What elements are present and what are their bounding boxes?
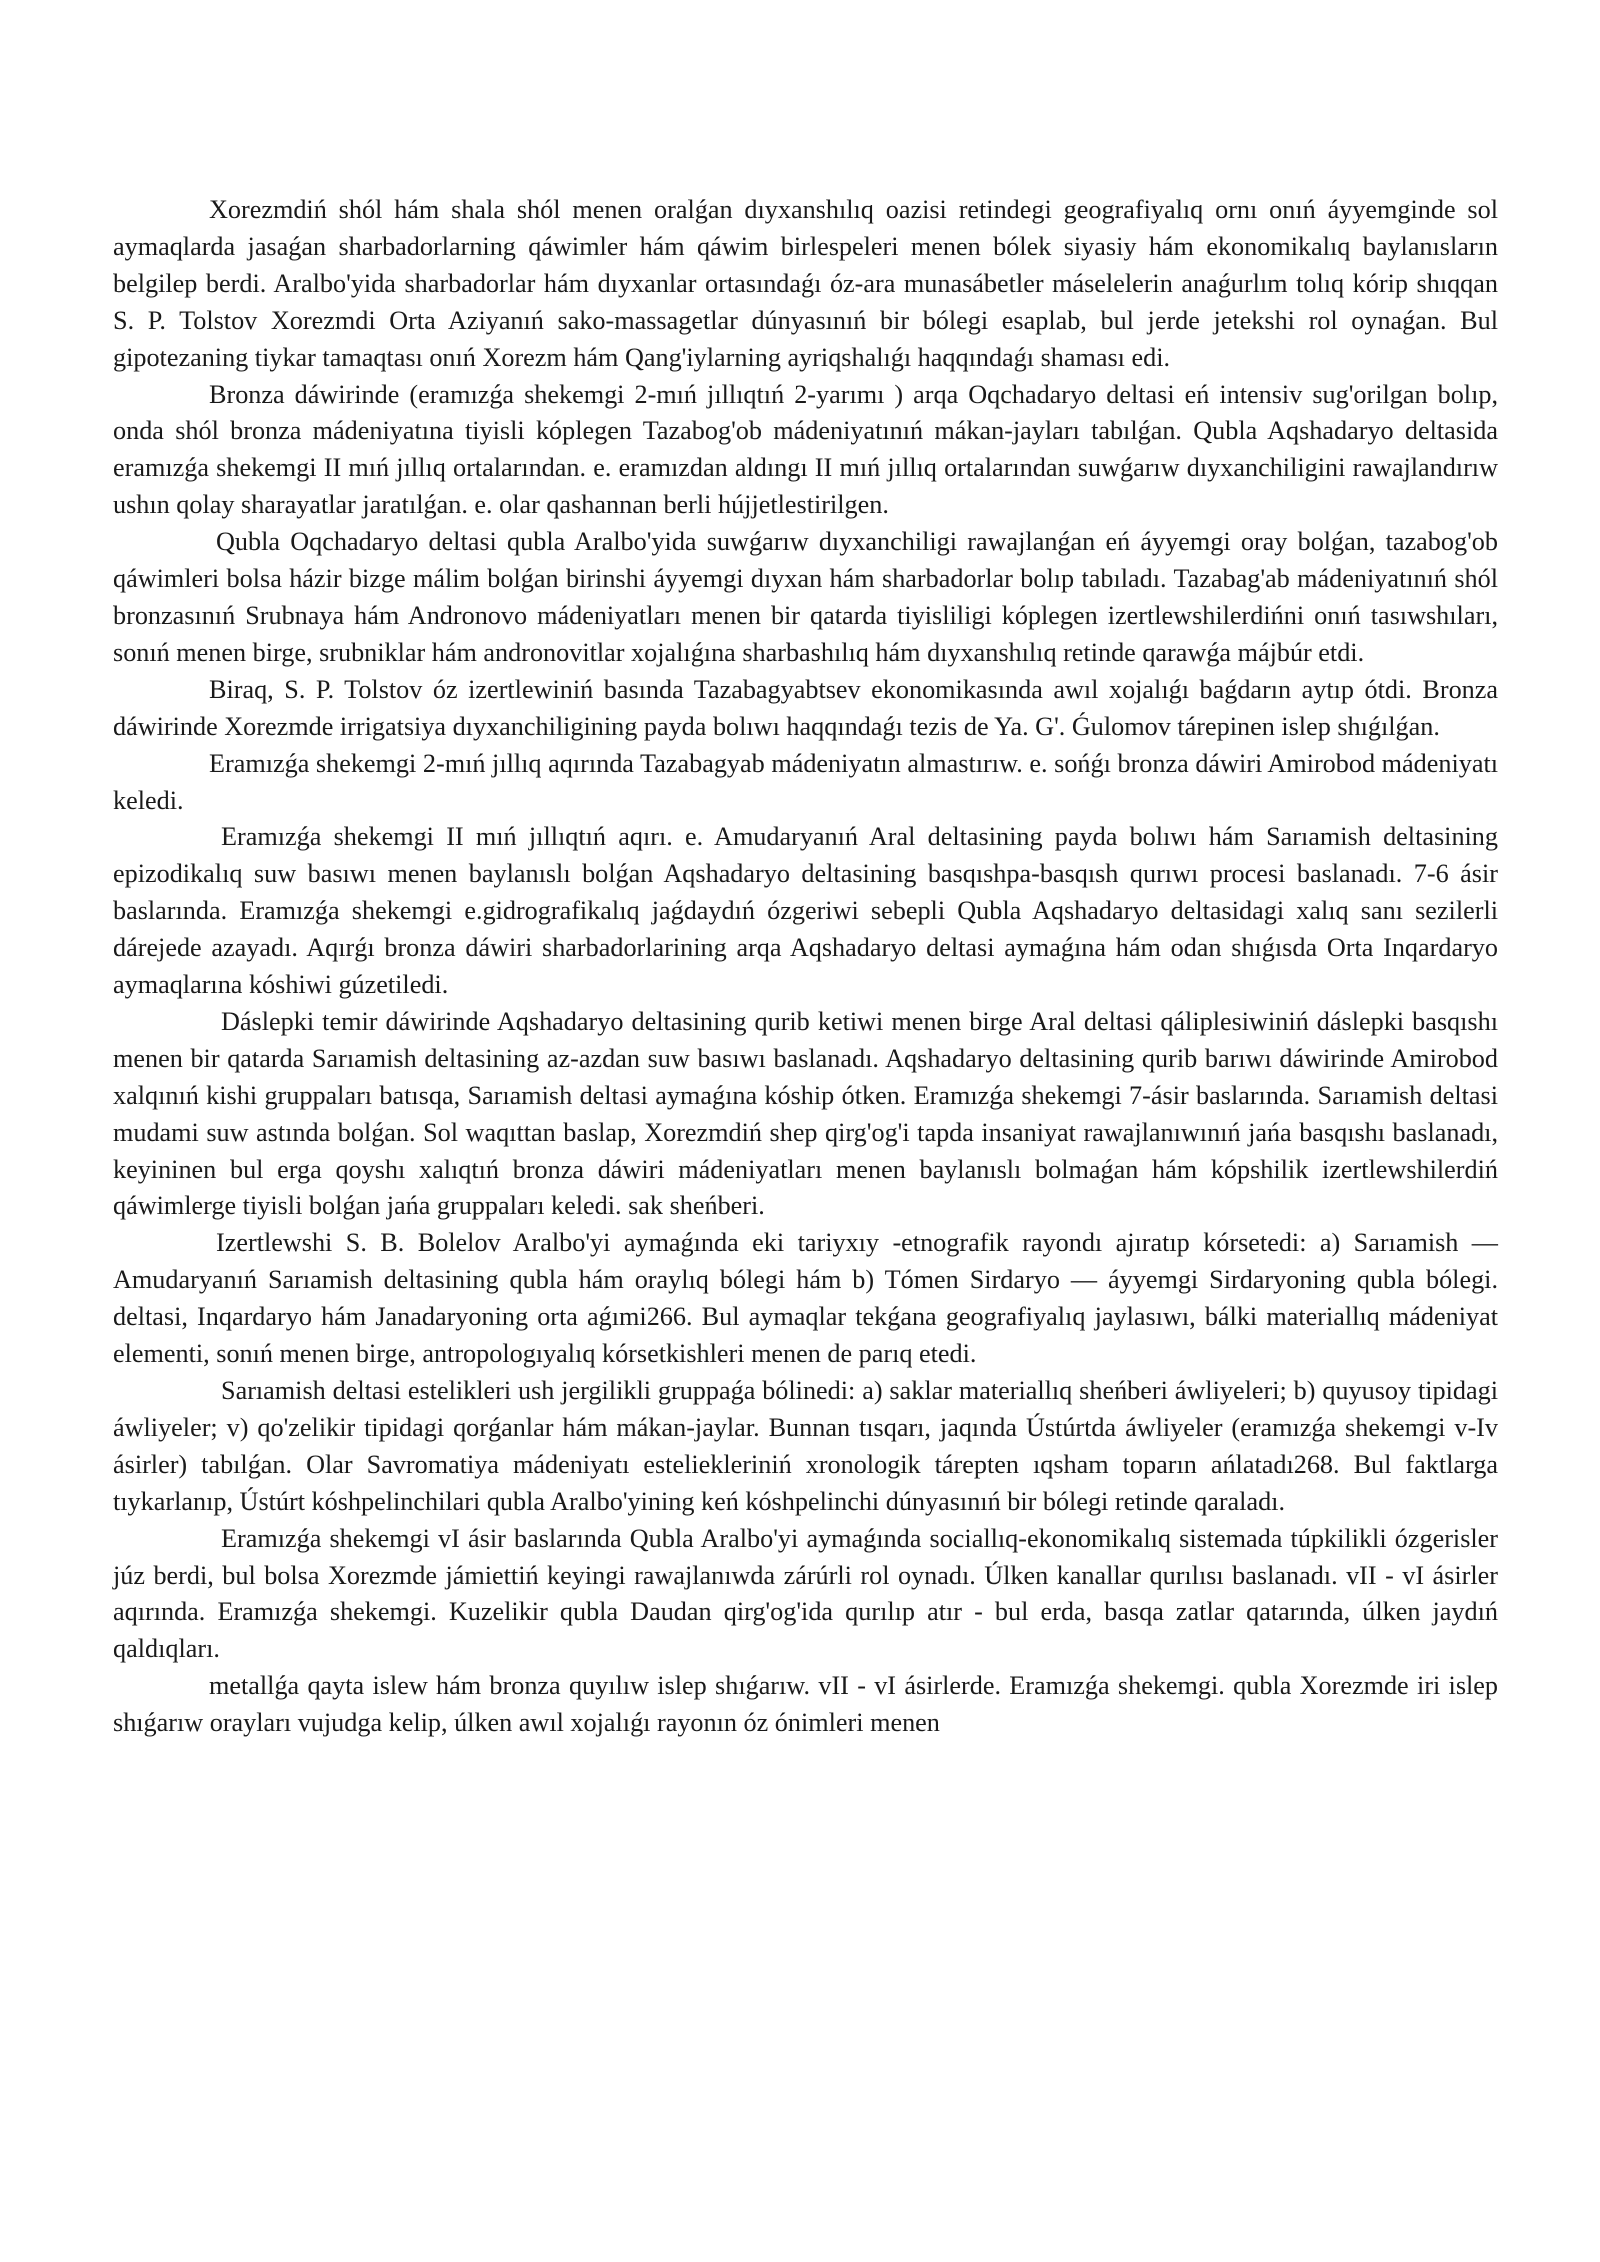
- paragraph: Biraq, S. P. Tolstov óz izertlewiniń basında Tazabagyabtsev ekonomikasında awıl xojalıǵı baǵdarın aytıp ótdi. Bronza dáwirinde Xorezmde irrigatsiya dıyxanchiligining payda bolıwı haqqındaǵı tezis de Ya. G'. Ǵulomov tárepinen islep shıǵılǵan.: [113, 674, 1498, 741]
- paragraph: Dáslepki temir dáwirinde Aqshadaryo deltasining qurib ketiwi menen birge Aral deltasi qáliplesiwiniń dáslepki basqıshı menen bir qatarda Sarıamish deltasining az-azdan suw basıwı baslanadı. Aqshadaryo deltasining qurib barıwı dáwirinde Amirobod xalqınıń kishi gruppaları batısqa, Sarıamish deltasi aymaǵına kóship ótken. Eramızǵa shekemgi 7-ásir baslarında. Sarıamish deltasi mudami suw astında bolǵan. Sol waqıttan baslap, Xorezmdiń shep qirg'og'i tapda insaniyat rawajlanıwınıń jańa basqıshı baslanadı, keyininen bul erga qoyshı xalıqtıń bronza dáwiri mádeniyatları menen baylanıslı bolmaǵan hám kópshilik izertlewshilerdiń qáwimlerge tiyisli bolǵan jańa gruppaları keledi. sak sheńberi.: [113, 1006, 1498, 1221]
- paragraph: Bronza dáwirinde (eramızǵa shekemgi 2-mıń jıllıqtıń 2-yarımı ) arqa Oqchadaryo deltasi eń intensiv sug'orilgan bolıp, onda shól bronza mádeniyatına tiyisli kóplegen Tazabog'ob mádeniyatınıń mákan-jayları tabılǵan. Qubla Aqshadaryo deltasida eramızǵa shekemgi II mıń jıllıq ortalarından. e. eramızdan aldıngı II mıń jıllıq ortalarından suwǵarıw dıyxanchiligini rawajlandırıw ushın qolay sharayatlar jaratılǵan. e. olar qashannan berli hújjetlestirilgen.: [113, 379, 1498, 520]
- paragraph: metallǵa qayta islew hám bronza quyılıw islep shıǵarıw. vII - vI ásirlerde. Eramızǵa shekemgi. qubla Xorezmde iri islep shıǵarıw orayları vujudga kelip, úlken awıl xojalıǵı rayonın óz ónimleri menen: [113, 1671, 1498, 1738]
- paragraph: Izertlewshi S. B. Bolelov Aralbo'yi aymaǵında eki tariyxıy -etnografik rayondı ajıratıp kórsetedi: a) Sarıamish — Amudaryanıń Sarıamish deltasining qubla hám oraylıq bólegi hám b) Tómen Sirdaryo — áyyemgi Sirdaryoning qubla bólegi. deltasi, Inqardaryo hám Janadaryoning orta aǵımi266. Bul aymaqlar tekǵana geografiyalıq jaylasıwı, bálki materiallıq mádeniyat elementi, sonıń menen birge, antropologıyalıq kórsetkishleri menen de parıq etedi.: [113, 1228, 1498, 1369]
- document-body: [113, 192, 1498, 1742]
- paragraph: Sarıamish deltasi estelikleri ush jergilikli gruppaǵa bólinedi: a) saklar materiallıq sheńberi áwliyeleri; b) quyusoy tipidagi áwliyeler; v) qo'zelikir tipidagi qorǵanlar hám mákan-jaylar. Bunnan tısqarı, jaqında Ústúrtda áwliyeler (eramızǵa shekemgi v-Iv ásirler) tabılǵan. Olar Savromatiya mádeniyatı esteliekleriniń xronologik tárepten ıqsham toparın ańlatadı268. Bul faktlarga tıykarlanıp, Ústúrt kóshpelinchilari qubla Aralbo'yining keń kóshpelinchi dúnyasınıń bir bólegi retinde qaraladı.: [113, 1376, 1498, 1516]
- paragraph: Qubla Oqchadaryo deltasi qubla Aralbo'yida suwǵarıw dıyxanchiligi rawajlanǵan eń áyyemgi oray bolǵan, tazabog'ob qáwimleri bolsa házir bizge málim bolǵan birinshi áyyemgi dıyxan hám sharbadorlar bolıp tabıladı. Tazabag'ab mádeniyatınıń shól bronzasınıń Srubnaya hám Andronovo mádeniyatları menen bir qatarda tiyisliligi kóplegen izertlewshilerdińni onıń tasıwshıları, sonıń menen birge, srubniklar hám andronovitlar xojalıǵına sharbashılıq hám dıyxanshılıq retinde qarawǵa májbúr etdi.: [113, 527, 1498, 667]
- paragraph: Eramızǵa shekemgi 2-mıń jıllıq aqırında Tazabagyab mádeniyatın almastırıw. e. sońǵı bronza dáwiri Amirobod mádeniyatı keledi.: [113, 748, 1498, 815]
- paragraph: Eramızǵa shekemgi vI ásir baslarında Qubla Aralbo'yi aymaǵında sociallıq-ekonomikalıq sistemada túpkilikli ózgerisler júz berdi, bul bolsa Xorezmde jámiettiń keyingi rawajlanıwda zárúrli rol oynadı. Úlken kanallar qurılısı baslanadı. vII - vI ásirler aqırında. Eramızǵa shekemgi. Kuzelikir qubla Daudan qirg'og'ida qurılıp atır - bul erda, basqa zatlar qatarında, úlken jaydıń qaldıqları.: [113, 1523, 1498, 1664]
- paragraph: Eramızǵa shekemgi II mıń jıllıqtıń aqırı. e. Amudaryanıń Aral deltasining payda bolıwı hám Sarıamish deltasining epizodikalıq suw basıwı menen baylanıslı bolǵan Aqshadaryo deltasining basqıshpa-basqısh qurıwı procesi baslanadı. 7-6 ásir baslarında. Eramızǵa shekemgi e.gidrografikalıq jaǵdaydıń ózgeriwi sebepli Qubla Aqshadaryo deltasidagi xalıq sanı sezilerli dárejede azayadı. Aqırǵı bronza dáwiri sharbadorlarining arqa Aqshadaryo deltasi aymaǵına hám odan shıǵısda Orta Inqardaryo aymaqlarına kóshiwi gúzetiledi.: [113, 822, 1498, 1000]
- paragraph: Xorezmdiń shól hám shala shól menen oralǵan dıyxanshılıq oazisi retindegi geografiyalıq ornı onıń áyyemginde sol aymaqlarda jasaǵan sharbadorlarning qáwimler hám qáwim birlespeleri menen bólek siyasiy hám ekonomikalıq baylanısların belgilep berdi. Aralbo'yida sharbadorlar hám dıyxanlar ortasındaǵı óz-ara munasábetler máselelerin anaǵurlım tolıq kórip shıqqan S. P. Tolstov Xorezmdi Orta Aziyanıń sako-massagetlar dúnyasınıń bir bólegi esaplab, bul jerde jetekshi rol oynaǵan. Bul gipotezaning tiykar tamaqtası onıń Xorezm hám Qang'iylarning ayriqshalıǵı haqqındaǵı shaması edi.: [113, 195, 1498, 372]
